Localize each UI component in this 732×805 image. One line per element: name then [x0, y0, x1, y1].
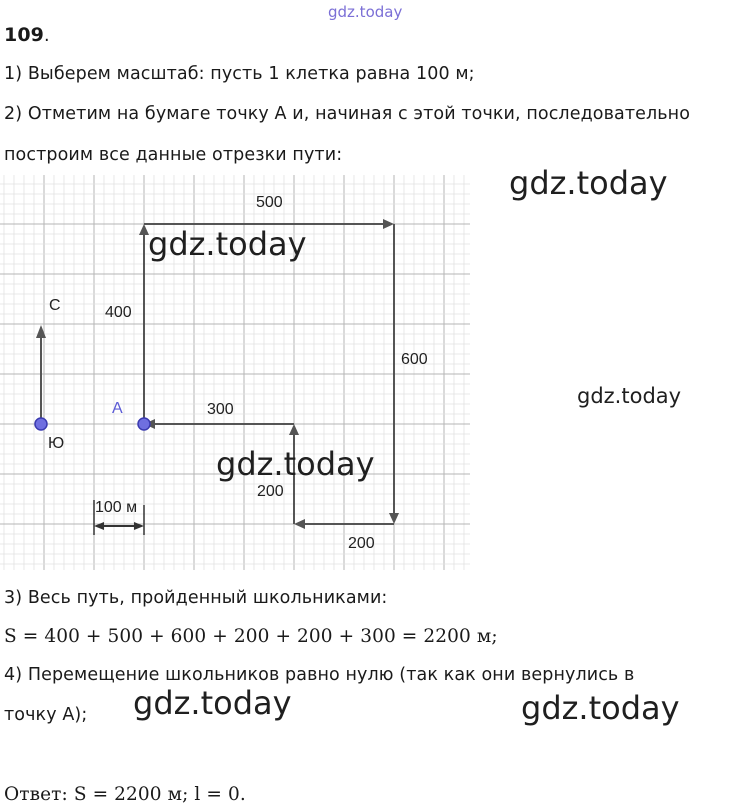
- watermark-3: gdz.today: [577, 384, 682, 408]
- step-4-line-2: точку A);: [4, 705, 88, 725]
- step-3-formula: S = 400 + 500 + 600 + 200 + 200 + 300 = 2200 м;: [4, 626, 498, 647]
- scale-arrow-left: [94, 522, 104, 530]
- route-arrowhead-5: [289, 424, 299, 435]
- south-label: Ю: [48, 435, 65, 452]
- problem-number: 109: [4, 24, 44, 46]
- watermark-5: gdz.today: [133, 684, 292, 722]
- segment-label-600: 600: [401, 351, 428, 368]
- watermark-6: gdz.today: [521, 689, 680, 727]
- point-a-label: А: [112, 400, 123, 417]
- route-arrowhead-3: [389, 513, 399, 524]
- problem-heading: [4, 24, 50, 46]
- scale-arrow-right: [134, 522, 144, 530]
- step-1: 1) Выберем масштаб: пусть 1 клетка равна 100 м;: [4, 64, 475, 84]
- segment-label-300: 300: [207, 401, 234, 418]
- segment-label-200-west: 200: [348, 535, 375, 552]
- problem-dot: .: [43, 26, 50, 46]
- segment-label-500: 500: [256, 194, 283, 211]
- compass-point: [35, 418, 47, 430]
- segment-label-200-north: 200: [257, 483, 284, 500]
- route-arrowhead-2: [383, 219, 394, 229]
- watermark-1: gdz.today: [509, 164, 668, 202]
- step-4-line-1: 4) Перемещение школьников равно нулю (так как они вернулись в: [4, 665, 635, 685]
- scale-label: 100 м: [95, 499, 138, 516]
- watermark-top: gdz.today: [328, 3, 403, 21]
- watermark-4: gdz.today: [216, 445, 375, 483]
- route-arrowhead-4: [294, 519, 305, 529]
- watermark-2: gdz.today: [148, 225, 307, 263]
- north-label: С: [49, 297, 61, 314]
- point-a: [138, 418, 150, 430]
- step-2-line-2: построим все данные отрезки пути:: [4, 145, 343, 165]
- answer: Ответ: S = 2200 м; l = 0.: [4, 784, 246, 805]
- segment-label-400: 400: [105, 304, 132, 321]
- step-3: 3) Весь путь, пройденный школьниками:: [4, 588, 388, 608]
- step-2-line-1: 2) Отметим на бумаге точку A и, начиная с этой точки, последовательно: [4, 104, 691, 124]
